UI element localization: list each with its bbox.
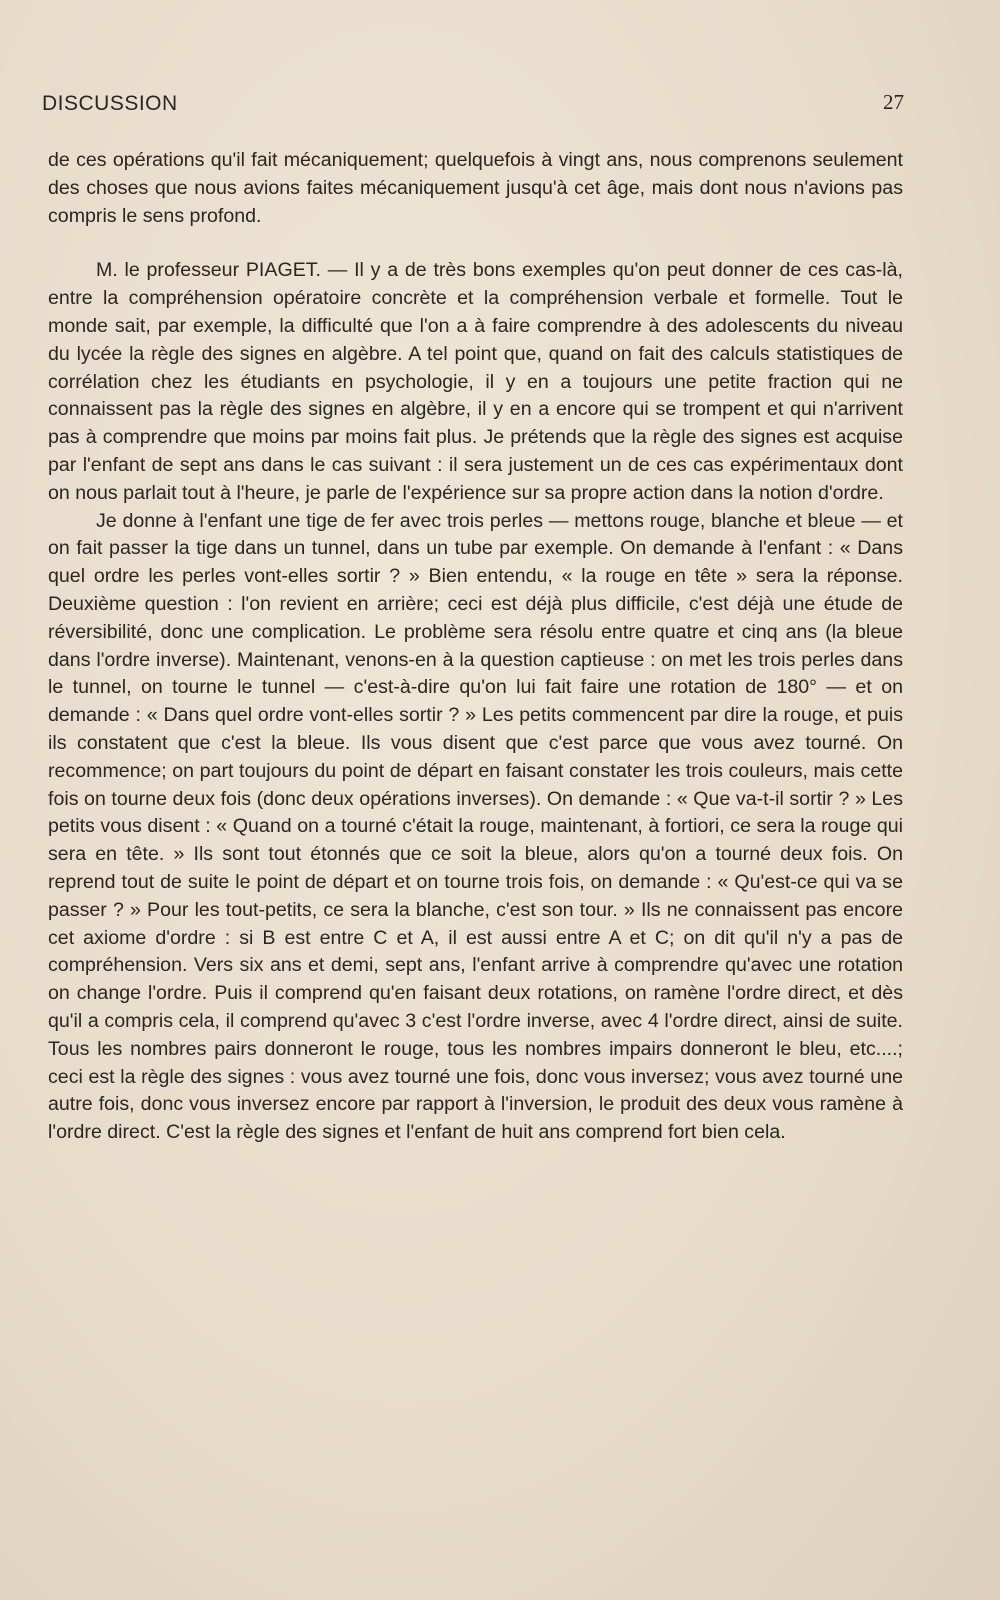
paragraph-piaget-intro: M. le professeur PIAGET. — Il y a de très bons exemples qu'on peut donner de ces cas-là, entre la compréhension opératoire concrète et la compréhension verbale et formelle. Tout le monde sait, par exemple, la difficulté que l'on a à faire comprendre à des adolescents du niveau du lycée la règle des signes en algèbre. A tel point que, quand on fait des calculs statistiques de corrélation chez les étudiants en psychologie, il y en a toujours une petite fraction qui ne connaissent pas la règle des signes en algèbre, il y en a encore qui se trompent et qui n'arrivent pas à comprendre que moins par moins fait plus. Je prétends que la règle des signes est acquise par l'enfant de sept ans dans le cas suivant : il sera justement un de ces cas expérimentaux dont on nous parlait tout à l'heure, je parle de l'expérience sur sa propre action dans la notion d'ordre. [48,259,903,504]
page-number: 27 [883,90,904,114]
paragraph-continued: de ces opérations qu'il fait mécaniquement; quelquefois à vingt ans, nous comprenons seulement des choses que nous avions faites mécaniquement jusqu'à cet âge, mais dont nous n'avions pas compris le sens profond. [48,149,903,227]
running-head [42,92,904,122]
paragraph-pearls-experiment: Je donne à l'enfant une tige de fer avec trois perles — mettons rouge, blanche et bleue — et on fait passer la tige dans un tunnel, dans un tube par exemple. On demande à l'enfant : « Dans quel ordre les perles vont-elles sortir ? » Bien entendu, « la rouge en tête » sera la réponse. Deuxième question : l'on revient en arrière; ceci est déjà plus difficile, c'est déjà une étude de réversibilité, donc une complication. Le problème sera résolu entre quatre et cinq ans (la bleue dans l'ordre inverse). Maintenant, venons-en à la question captieuse : on met les trois perles dans le tunnel, on tourne le tunnel — c'est-à-dire qu'on lui fait faire une rotation de 180° — et on demande : « Dans quel ordre vont-elles sortir ? » Les petits commencent par dire la rouge, et puis ils constatent que c'est la bleue. Ils vous disent que c'est parce que vous avez tourné. On recommence; on part toujours du point de départ en faisant constater les trois couleurs, mais cette fois on tourne deux fois (donc deux opérations inverses). On demande : « Que va-t-il sortir ? » Les petits vous disent : « Quand on a tourné c'était la rouge, maintenant, à fortiori, ce sera la rouge qui sera en tête. » Ils sont tout étonnés que ce soit la bleue, alors qu'on a tourné deux fois. On reprend tout de suite le point de départ et on tourne trois fois, on demande : « Qu'est-ce qui va se passer ? » Pour les tout-petits, ce sera la blanche, c'est son tour. » Ils ne connaissent pas encore cet axiome d'ordre : si B est entre C et A, il est aussi entre A et C; on dit qu'il n'y a pas de compréhension. Vers six ans et demi, sept ans, l'enfant arrive à comprendre qu'avec une rotation on change l'ordre. Puis il comprend qu'en faisant deux rotations, on ramène l'ordre direct, et dès qu'il a compris cela, il comprend qu'avec 3 c'est l'ordre inverse, avec 4 l'ordre direct, ainsi de suite. Tous les nombres pairs donneront le rouge, tous les nombres impairs donneront le bleu, etc....; ceci est la règle des signes : vous avez tourné une fois, donc vous inversez; vous avez tourné une autre fois, donc vous inversez encore par rapport à l'inversion, le produit des deux vous ramène à l'ordre direct. C'est la règle des signes et l'enfant de huit ans comprend fort bien cela. [48,509,903,1144]
body-text [48,147,903,1147]
section-title: DISCUSSION [42,92,178,115]
